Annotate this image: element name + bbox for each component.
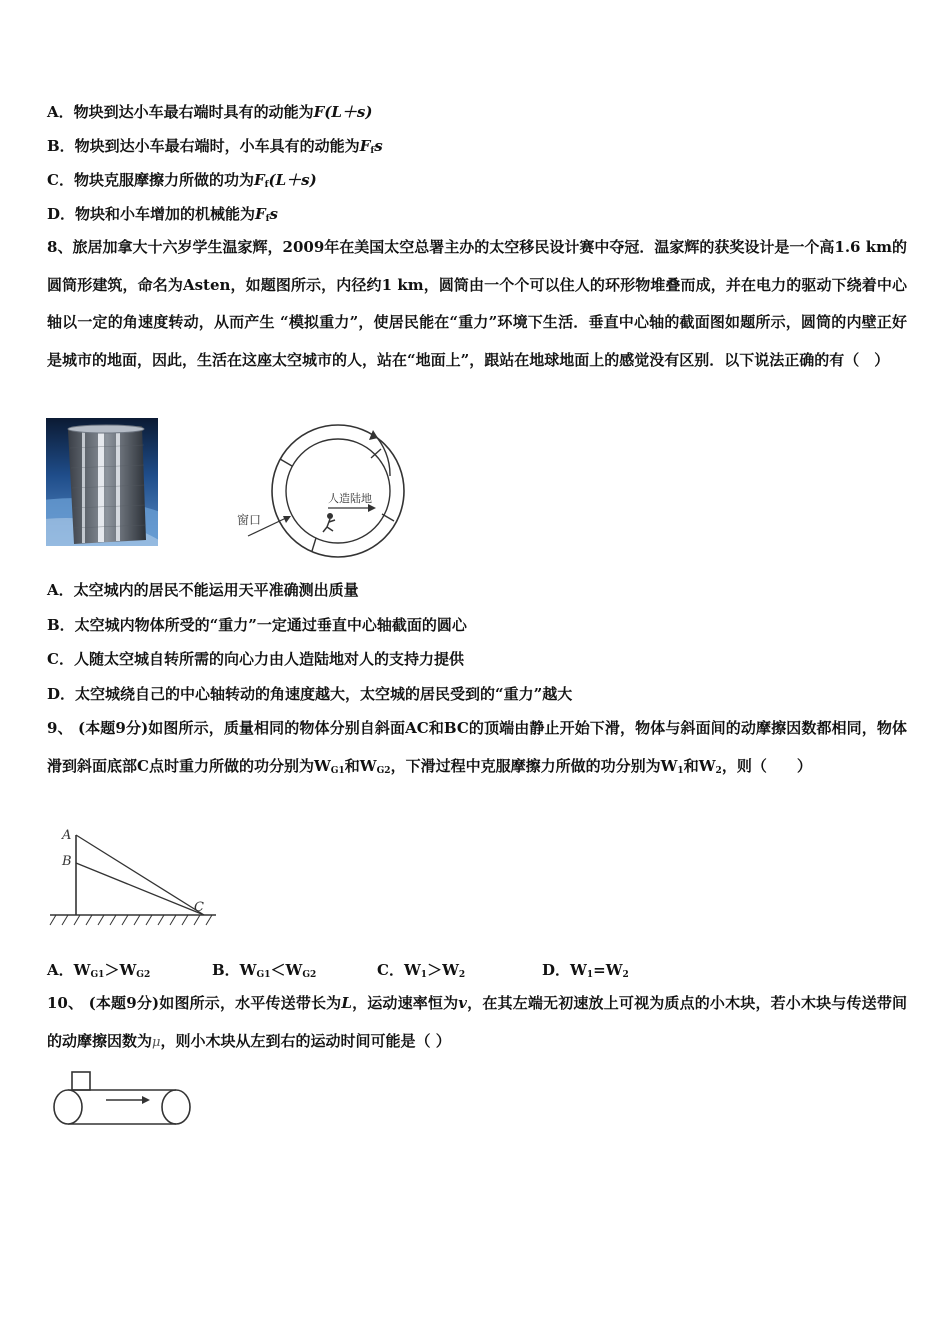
conveyor-belt-diagram <box>48 1066 198 1132</box>
incline-diagram <box>46 823 226 933</box>
q8-option-d: D．太空城绕自己的中心轴转动的角速度越大，太空城的居民受到的“重力”越大 <box>47 685 573 703</box>
right-roller <box>162 1090 190 1124</box>
q7-option-a <box>47 102 372 122</box>
window-label: 窗口 <box>237 513 262 527</box>
q8-option-c: C．人随太空城自转所需的向心力由人造陆地对人的支持力提供 <box>47 650 464 668</box>
outer-ring <box>272 425 404 557</box>
q7-option-b-tail: s <box>374 137 383 155</box>
q9-stem: 9、 (本题9分)如图所示，质量相同的物体分别自斜面AC和BC的顶端由静止开始下滑，物体与斜面间的动摩擦因数都相同，物体滑到斜面底部C点时重力所做的功分别为$W_{G1}$和$W_{G2}$，下滑过程中克服摩擦力所做的功分别为$W_1$和$W_2$，则（ ） <box>47 719 907 776</box>
q7-option-b-text: B．物块到达小车最右端时，小车具有的动能为 <box>47 137 360 155</box>
q7-option-c <box>47 170 317 195</box>
q9-option-a: A．$W_{G1}>W_{G2}$ <box>47 961 151 980</box>
q7-option-d-sub: f <box>265 214 270 224</box>
q7-option-c-tail: (L＋s) <box>268 171 317 189</box>
q7-option-d-tail: s <box>269 205 278 223</box>
q7-option-b <box>47 136 383 161</box>
space-city-photo <box>46 418 158 546</box>
q8-stem: 8、旅居加拿大十六岁学生温家辉，2009年在美国太空总署主办的太空移民设计赛中夺冠．温家辉的获奖设计是一个高1.6 km的圆筒形建筑，命名为Asten，如题图所示，内径约1 km，圆筒由一个个可以住人的环形物堆叠而成，并在电力的驱动下绕着中心轴以一定的角速度转动，从而产生 “模拟重力”，使居民能在“重力”环境下生活．垂直中心轴的截面图如题所示，圆筒的内壁正好是城市的地面，因此，生活在这座太空城市的人，站在“地面上”，跟站在地球地面上的感觉没有区别．以下说法正确的有（ ） <box>47 238 907 369</box>
q10-stem: 10、 (本题9分)如图所示，水平传送带长为L，运动速率恒为v，在其左端无初速放上可视为质点的小木块，若小木块与传送带间的动摩擦因数为μ，则小木块从左到右的运动时间可能是（ ） <box>47 994 907 1050</box>
q7-option-d-expr: F <box>255 205 266 223</box>
q7-option-b-sub: f <box>370 146 375 156</box>
q9-option-c: C．$W_1>W_2$ <box>377 961 466 980</box>
q7-option-c-expr: F <box>253 171 265 189</box>
incline-ac <box>76 835 204 915</box>
left-roller <box>54 1090 82 1124</box>
incline-bc <box>76 863 204 915</box>
q7-option-d-text: D．物块和小车增加的机械能为 <box>47 205 256 223</box>
point-a-label: A <box>62 828 72 843</box>
q9-option-b: B．$W_{G1}<W_{G2}$ <box>212 961 317 980</box>
q9-option-d: D．$W_1=W_2$ <box>542 961 629 980</box>
cross-section-diagram <box>230 420 410 560</box>
wood-block <box>72 1072 90 1090</box>
point-b-label: B <box>62 854 72 869</box>
q7-option-a-expr: F(L＋s) <box>313 103 373 121</box>
q7-option-d <box>47 204 278 229</box>
q7-option-c-sub: f <box>264 180 269 190</box>
q8-option-b: B．太空城内物体所受的“重力”一定通过垂直中心轴截面的圆心 <box>47 616 467 634</box>
q7-option-c-text: C．物块克服摩擦力所做的功为 <box>47 171 254 189</box>
ground-label: 人造陆地 <box>328 492 372 505</box>
q8-option-a: A．太空城内的居民不能运用天平准确测出质量 <box>47 581 359 599</box>
q7-option-b-expr: F <box>359 137 371 155</box>
q7-option-a-text: A．物块到达小车最右端时具有的动能为 <box>47 103 314 121</box>
point-c-label: C <box>194 900 204 915</box>
